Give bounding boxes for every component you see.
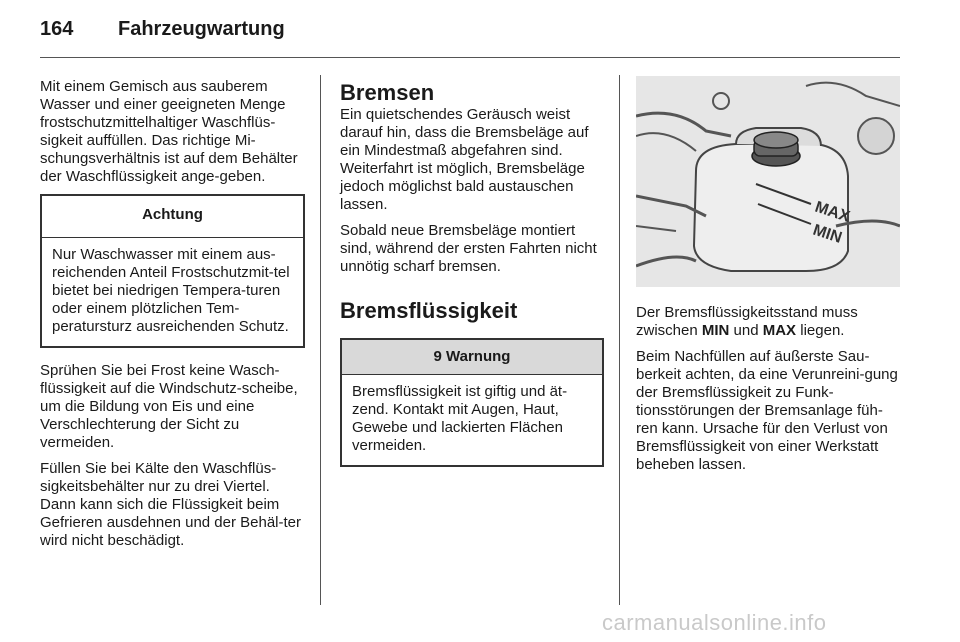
warning-triangle-icon: 9: [433, 348, 442, 365]
notice-title: Achtung: [42, 196, 303, 238]
brake-fluid-reservoir-illustration: [636, 76, 900, 287]
paragraph-washer-mixture: Mit einem Gemisch aus sauberem Wasser und einer geeigneten Menge frostschutzmittelhaltiger Waschflüs-sigkeit auffüllen. Das richtige Mi-schungsverhältnis ist auf dem Behälter der Waschflüssigkeit ange-geben.: [40, 78, 298, 185]
section-heading-brake-fluid: Bremsflüssigkeit: [340, 298, 518, 323]
column-divider-2: [619, 75, 620, 605]
min-keyword: MIN: [701, 322, 730, 339]
max-label: MAX: [812, 198, 852, 226]
warning-box: [340, 338, 604, 467]
fluid-level-text-a: Der Bremsflüssigkeitsstand muss zwischen: [636, 304, 858, 339]
page-number: 164: [40, 18, 74, 40]
warning-title: Warnung: [446, 348, 511, 365]
paragraph-frost: Sprühen Sie bei Frost keine Wasch-flüssigkeit auf die Windschutz-scheibe, um die Bildung von Eis und eine Verschlechterung der Sicht zu vermeiden.: [40, 362, 298, 451]
paragraph-refill-cleanliness: Beim Nachfüllen auf äußerste Sau-berkeit achten, da eine Verunreini-gung der Bremsflüssigkeit zu Funk-tionsstörungen der Bremsanlage füh-ren kann. Ursache für den Verlust von Bremsflüssigkeit von einer Werkstatt beheben lassen.: [636, 348, 898, 473]
column-2: [340, 80, 604, 467]
watermark: carmanualsonline.info: [602, 610, 827, 635]
warning-text: Bremsflüssigkeit ist giftig und ät-zend. Kontakt mit Augen, Haut, Gewebe und lackierten Flächen vermeiden.: [352, 383, 568, 454]
page-header: [40, 18, 285, 41]
warning-header: [342, 340, 602, 375]
paragraph-fluid-level: [636, 304, 902, 340]
reservoir-drawing: [636, 76, 900, 287]
column-1: [40, 78, 305, 558]
notice-text: Nur Waschwasser mit einem aus-reichenden Anteil Frostschutzmit-tel bietet bei niedrigen Tempera-turen oder einem plötzlichen Tem-peratursturz ausreichenden Schutz.: [52, 246, 290, 335]
column-3: [636, 304, 902, 482]
min-label: MIN: [810, 221, 844, 247]
fluid-level-text-b: und: [729, 322, 763, 339]
page-title: Fahrzeugwartung: [118, 18, 285, 40]
column-divider-1: [320, 75, 321, 605]
header-rule: [40, 57, 900, 58]
paragraph-new-pads: Sobald neue Bremsbeläge montiert sind, während der ersten Fahrten nicht unnötig scharf bremsen.: [340, 222, 597, 275]
max-keyword: MAX: [762, 322, 797, 339]
section-heading-brakes: Bremsen: [340, 80, 435, 105]
notice-box: [40, 194, 305, 348]
fluid-level-text-c: liegen.: [796, 322, 845, 339]
paragraph-cold: Füllen Sie bei Kälte den Waschflüs-sigkeitsbehälter nur zu drei Viertel. Dann kann sich die Flüssigkeit beim Gefrieren ausdehnen und der Behäl-ter wird nicht beschädigt.: [40, 460, 302, 549]
paragraph-brake-noise: Ein quietschendes Geräusch weist darauf hin, dass die Bremsbeläge auf ein Mindestmaß abgefahren sind. Weiterfahrt ist möglich, Bremsbeläge jedoch möglichst bald austauschen lassen.: [340, 106, 589, 213]
